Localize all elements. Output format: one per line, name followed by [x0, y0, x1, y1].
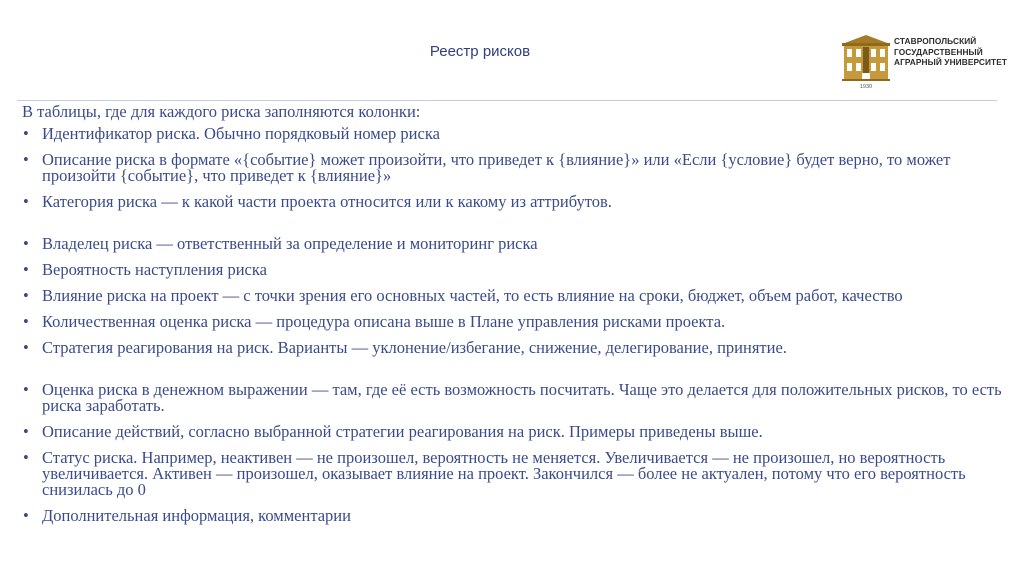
- list-item-text: Описание риска в формате «{событие} может произойти, что приведет к {влияние}» или «Если {условие} будет верно, то может произойти {событие}, что приведет к {влияние}»: [42, 150, 951, 185]
- logo-line-3: АГРАРНЫЙ УНИВЕРСИТЕТ: [894, 57, 1008, 68]
- bullet-icon: •: [23, 124, 29, 143]
- bullet-icon: •: [23, 150, 29, 169]
- list-item-text: Дополнительная информация, комментарии: [42, 506, 351, 525]
- header-divider: [17, 100, 997, 101]
- list-item: [22, 126, 1002, 142]
- list-item: [22, 152, 1002, 184]
- list-item: [22, 288, 1002, 304]
- list-item-text: Стратегия реагирования на риск. Варианты — уклонение/избегание, снижение, делегирование, принятие.: [42, 338, 787, 357]
- list-item: [22, 262, 1002, 278]
- list-item-text: Владелец риска — ответственный за определение и мониторинг риска: [42, 234, 538, 253]
- bullet-icon: •: [23, 312, 29, 331]
- list-item-text: Идентификатор риска. Обычно порядковый номер риска: [42, 124, 440, 143]
- bullet-icon: •: [23, 338, 29, 357]
- list-item: [22, 382, 1002, 414]
- slide-title: Реестр рисков: [429, 43, 531, 60]
- bullet-icon: •: [23, 380, 29, 399]
- list-item: [22, 508, 1002, 524]
- university-logo: [842, 33, 1008, 91]
- list-item-text: Статус риска. Например, неактивен — не произошел, вероятность не меняется. Увеличивается — не произошел, но вероятность увеличивается. Активен — произошел, оказывает влияние на проект. Закончился — более не актуален, потому что его вероятность снизилась до 0: [42, 448, 966, 499]
- list-item-text: Влияние риска на проект — с точки зрения его основных частей, то есть влияние на сроки, бюджет, объем работ, качество: [42, 286, 903, 305]
- slide-body: [22, 104, 1002, 534]
- list-item-text: Количественная оценка риска — процедура описана выше в Плане управления рисками проекта.: [42, 312, 726, 331]
- list-item: [22, 314, 1002, 330]
- list-item: [22, 450, 1002, 498]
- bullet-icon: •: [23, 506, 29, 525]
- list-item-text: Описание действий, согласно выбранной стратегии реагирования на риск. Примеры приведены выше.: [42, 422, 763, 441]
- bullet-icon: •: [23, 192, 29, 211]
- list-item-text: Категория риска — к какой части проекта относится или к какому из аттрибутов.: [42, 192, 612, 211]
- bullet-icon: •: [23, 422, 29, 441]
- university-name: [894, 36, 1008, 68]
- bullet-icon: •: [23, 286, 29, 305]
- logo-line-2: ГОСУДАРСТВЕННЫЙ: [894, 46, 983, 57]
- risk-columns-list: [22, 126, 1002, 524]
- logo-line-1: СТАВРОПОЛЬСКИЙ: [894, 36, 977, 46]
- logo-year: 1930: [859, 84, 873, 89]
- list-item: [22, 424, 1002, 440]
- intro-text: В таблицы, где для каждого риска заполняются колонки:: [22, 102, 421, 121]
- bullet-icon: •: [23, 260, 29, 279]
- list-item: [22, 194, 1002, 210]
- bullet-icon: •: [23, 234, 29, 253]
- bullet-icon: •: [23, 448, 29, 467]
- university-building-icon: [842, 33, 890, 89]
- list-item-text: Вероятность наступления риска: [42, 260, 267, 279]
- list-item: [22, 340, 1002, 356]
- list-item: [22, 236, 1002, 252]
- list-item-text: Оценка риска в денежном выражении — там, где её есть возможность посчитать. Чаще это делается для положительных рисков, то есть риска заработать.: [42, 380, 1002, 415]
